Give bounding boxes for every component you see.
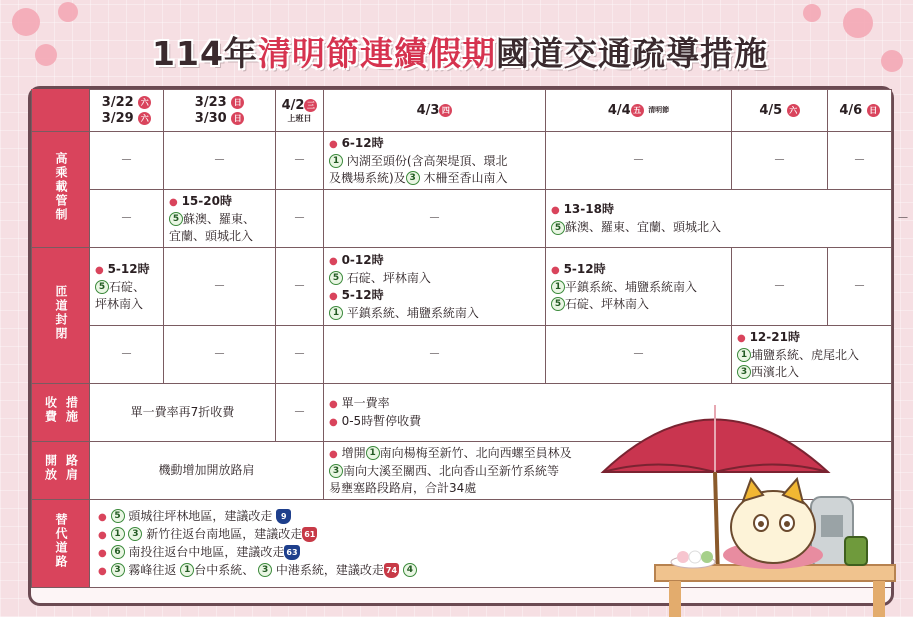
table-cell: － xyxy=(828,248,892,326)
table-cell: － xyxy=(276,132,324,190)
table-cell: － xyxy=(90,326,164,384)
highway-shield-icon: 61 xyxy=(302,527,317,542)
table-cell: ● 5-12時 5 石碇、 坪林南入 xyxy=(90,248,164,326)
cherry-blossom-icon xyxy=(12,8,40,36)
category-hov: 高乘載管制 xyxy=(32,132,90,248)
table-cell: － xyxy=(90,132,164,190)
page-title: 114年清明節連續假期國道交通疏導措施 xyxy=(152,34,768,73)
table-cell: － xyxy=(164,248,276,326)
table-cell: ● 12-21時 1 埔鹽系統、虎尾北入 3 西濱北入 xyxy=(732,326,892,384)
cherry-blossom-icon xyxy=(35,44,57,66)
cherry-blossom-icon xyxy=(803,4,821,22)
table-cell: － xyxy=(546,132,732,190)
table-cell: ● 15-20時 5 蘇澳、羅東、 宜蘭、頭城北入 xyxy=(164,190,276,248)
header-row xyxy=(32,90,892,132)
alt-route-item: ● 6 南投往返台中地區，建議改走 63 xyxy=(98,544,298,559)
table-row xyxy=(32,326,892,384)
table-cell: － xyxy=(90,190,164,248)
category-ramp-closure: 匝道封閉 xyxy=(32,248,90,384)
table-cell: ● 13-18時 5 蘇澳、羅東、宜蘭、頭城北入 xyxy=(546,190,892,248)
cherry-blossom-icon xyxy=(58,2,78,22)
measures-table xyxy=(31,89,910,588)
date-header: 4/5 六 xyxy=(732,90,828,132)
table-cell: － xyxy=(732,132,828,190)
alt-route-item: ● 3 霧峰往返 1 台中系統、 3 中港系統，建議改走 74 4 xyxy=(98,562,886,580)
table-cell: ● 5-12時 1 平鎮系統、埔鹽系統南入 5 石碇、坪林南入 xyxy=(546,248,732,326)
measures-board xyxy=(28,86,910,606)
table-cell: － xyxy=(276,248,324,326)
table-row: － ● 15-20時 5 蘇澳、羅東、 宜蘭、頭城北入 － － ● 13-18時 5 蘇澳、羅東、宜蘭、頭城北入 － xyxy=(32,190,892,248)
category-alternative-routes: 替代道路 xyxy=(32,500,90,588)
table-row xyxy=(32,384,892,442)
date-header: 3/22 六 3/29 六 xyxy=(90,90,164,132)
table-cell: － xyxy=(276,326,324,384)
highway-shield-icon: 63 xyxy=(284,545,299,560)
table-row xyxy=(32,248,892,326)
table-row xyxy=(32,132,892,190)
freeway-shield-icon: 9 xyxy=(276,509,291,524)
table-cell: － xyxy=(276,384,324,442)
date-header: 4/3 四 xyxy=(324,90,546,132)
table-row xyxy=(32,442,892,500)
table-cell: ● 6-12時 1 內湖至頭份(含高架堤頂、環北 及機場系統)及 3 木柵至香山南入 xyxy=(324,132,546,190)
table-cell: － xyxy=(164,326,276,384)
table-cell: ● 增開 1 南向楊梅至新竹、北向西螺至員林及 3 南向大溪至關西、北向香山至新竹系統等 易壅塞路段路肩，合計34處 xyxy=(324,442,892,500)
table-cell: － xyxy=(324,190,546,248)
table-cell: ● 0-12時 5 石碇、坪林南入 ● 5-12時 1 平鎮系統、埔鹽系統南入 xyxy=(324,248,546,326)
table-cell: 機動增加開放路肩 xyxy=(90,442,324,500)
table-row xyxy=(32,500,892,588)
alt-route-item: ● 1 3 新竹往返台南地區，建議改走 61 xyxy=(98,526,316,541)
date-header: 3/23 日 3/30 日 xyxy=(164,90,276,132)
table-cell: － xyxy=(546,326,732,384)
date-header: 4/2 三 上班日 xyxy=(276,90,324,132)
alt-route-item: ● 5 頭城往坪林地區，建議改走 9 xyxy=(98,508,886,526)
category-shoulder: 開放 路肩 xyxy=(32,442,90,500)
table-cell: － xyxy=(732,248,828,326)
date-header: 4/4 五 清明節 xyxy=(546,90,732,132)
table-cell xyxy=(90,500,892,588)
table-cell: 單一費率再7折收費 xyxy=(90,384,276,442)
header-corner xyxy=(32,90,90,132)
table-cell: － xyxy=(164,132,276,190)
table-cell: － xyxy=(276,190,324,248)
category-toll: 收費 措施 xyxy=(32,384,90,442)
table-cell: － xyxy=(828,132,892,190)
highway-shield-icon: 74 xyxy=(384,563,399,578)
cherry-blossom-icon xyxy=(843,8,873,38)
table-cell: ● 單一費率 ● 0-5時暫停收費 xyxy=(324,384,892,442)
cherry-blossom-icon xyxy=(881,50,903,72)
table-cell: － xyxy=(324,326,546,384)
date-header: 4/6 日 xyxy=(828,90,892,132)
